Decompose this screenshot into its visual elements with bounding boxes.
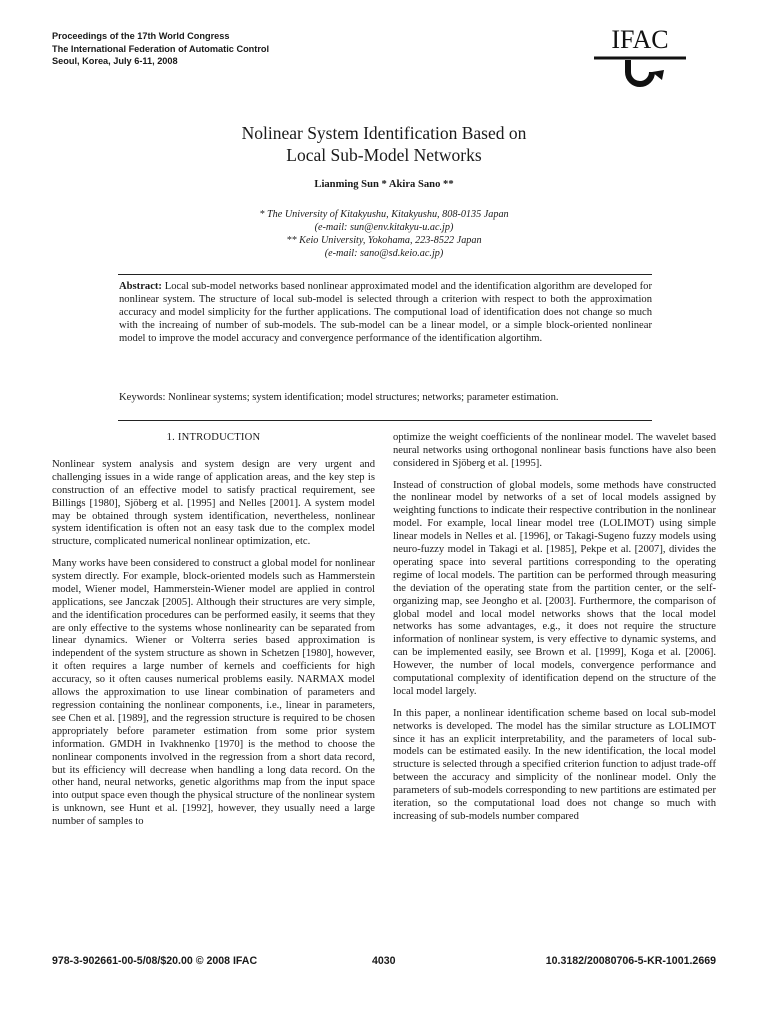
proceedings-line-1: Proceedings of the 17th World Congress — [52, 31, 230, 41]
section-heading-introduction: 1. INTRODUCTION — [166, 432, 261, 443]
abstract-top-rule — [118, 274, 652, 275]
email-1: (e-mail: sun@env.kitakyu-u.ac.jp) — [314, 222, 454, 233]
paragraph: In this paper, a nonlinear identification scheme based on local sub-model networks is developed. The model has the similar structure as LOLIMOT since it has an explicit interpretability, and the parameters of local sub-models can be estimated easily. In the new identification, the local model structure is selected through a specified criterion function to adjust trade-off between the accuracy and simplicity of the nonlinear model. Only the parameters of sub-models corresponding to new partitions are estimated per iteration, so the computational load does not change so much with increasing of sub-models number compared — [393, 707, 716, 822]
footer-doi: 10.3182/20080706-5-KR-1001.2669 — [545, 955, 716, 967]
title-line-1: Nolinear System Identification Based on — [241, 123, 527, 143]
title-line-2: Local Sub-Model Networks — [286, 145, 482, 165]
paragraph: Nonlinear system analysis and system design are very urgent and challenging issues in a wide range of application areas, and the key step is construction of an effective model to satisfy practical requirement, see Billings [1980], Sjöberg et al. [1995] and Nelles [2001]. A system model may be obtained through system identification, nevertheless, nonlinear system identification is often not an easy task due to the complex model structure, complicated numerical nonlinear optimization, etc. — [52, 458, 375, 548]
affiliations — [100, 208, 668, 260]
ifac-logo-text: IFAC — [611, 25, 669, 54]
paper-title — [100, 122, 668, 166]
paragraph: optimize the weight coefficients of the nonlinear model. The wavelet based neural networks using orthogonal nonlinear basis functions have also been considered in Sjöberg et al. [1995]. — [393, 432, 716, 469]
footer-isbn: 978-3-902661-00-5/08/$20.00 © 2008 IFAC — [52, 955, 258, 967]
left-column — [52, 432, 375, 838]
page-number: 4030 — [372, 955, 396, 967]
authors: Lianming Sun * Akira Sano ** — [314, 179, 454, 190]
right-column — [393, 432, 716, 833]
proceedings-header — [52, 30, 412, 68]
abstract — [119, 281, 652, 346]
affiliation-1: * The University of Kitakyushu, Kitakyushu, 808-0135 Japan — [259, 209, 509, 220]
ifac-logo — [592, 24, 688, 96]
proceedings-line-2: The International Federation of Automatic Control — [52, 43, 270, 54]
proceedings-line-3: Seoul, Korea, July 6-11, 2008 — [52, 56, 178, 66]
paragraph: Instead of construction of global models, some methods have constructed the nonlinear model by networks of a set of local models assigned by weighting functions to indicate their respective contribution in the nonlinear model. For example, local linear model tree (LOLIMOT) using simple linear models in Nelles et al. [1996], or Takagi-Sugeno fuzzy models using neuro-fuzzy model in Takagi et al. [1985], Pekpe et al. [2007], divides the operating space into several partitions corresponding to the operating regime of local models. The partition can be performed through measuring the deviation of the operating state from the partition center, or the self-organizing map, see Jeongho et al. [2003]. Furthermore, the comparison of global model and local model networks shows that the local model networks has some advantages, e.g., it does not require the structure information of nonlinear system, is very effective to dynamic systems, and can be implemented easily, see Brown et al. [1999], Koga et al. [2006]. However, the number of local models, convergence performance and computational complexity of identification depend on the structure of the local model largely. — [393, 479, 716, 698]
keywords: Keywords: Nonlinear systems; system identification; model structures; networks; parameter estimation. — [119, 392, 559, 403]
logo-loop — [628, 60, 652, 84]
affiliation-2: ** Keio University, Yokohama, 223-8522 Japan — [286, 235, 482, 246]
abstract-bottom-rule — [118, 420, 652, 421]
abstract-label: Abstract: — [119, 281, 162, 292]
page-footer — [52, 955, 716, 969]
email-2: (e-mail: sano@sd.keio.ac.jp) — [324, 248, 444, 259]
paragraph: Many works have been considered to construct a global model for nonlinear system directly. For example, block-oriented models such as Hammerstein model, Wiener model, Hammerstein-Wiener model are applied in control applications, see Janczak [2005]. Although their structures are very simple, and the identification procedures can be performed easily, it seems that they are only effective to the systems whose nonlinearity can be separated from linear dynamics. Wiener or Volterra series based approximation is independent of the system structure as shown in Schetzen [1980], however, it often requires a large number of kernels and coefficients for high accuracy, so it often causes numerical problems easily. NARMAX model allows the approximation to use linear combination of parameters and regression containing the nonlinear components, i.e., linear in parameters, see Chen et al. [1989], and the regression structure is required to be chosen appropriately before parameter estimation from some prior system information. GMDH in Ivakhnenko [1970] is the method to choose the nonlinear components involved in the regression from a short data record, but its efficiency will decrease when handling a long data record. On the other hand, neural networks, genetic algorithms map from the input space into output space even though the physical structure of the nonlinear system is unknown, see Hunt et al. [1992], however, they usually need a large number of samples to — [52, 558, 375, 828]
abstract-text: Local sub-model networks based nonlinear approximated model and the identification algorithm are developed for nonlinear system. The structure of local sub-model is selected through a criterion with respect to both the approximation accuracy and model simplicity for the further applications. The computional load of identification does not change so much with the increaing of number of sub-models. The sub-model can be a linear model, or a simple block-oriented nonlinear model to improve the model accuracy and convergence performance of the identification algortihm. — [119, 281, 652, 344]
